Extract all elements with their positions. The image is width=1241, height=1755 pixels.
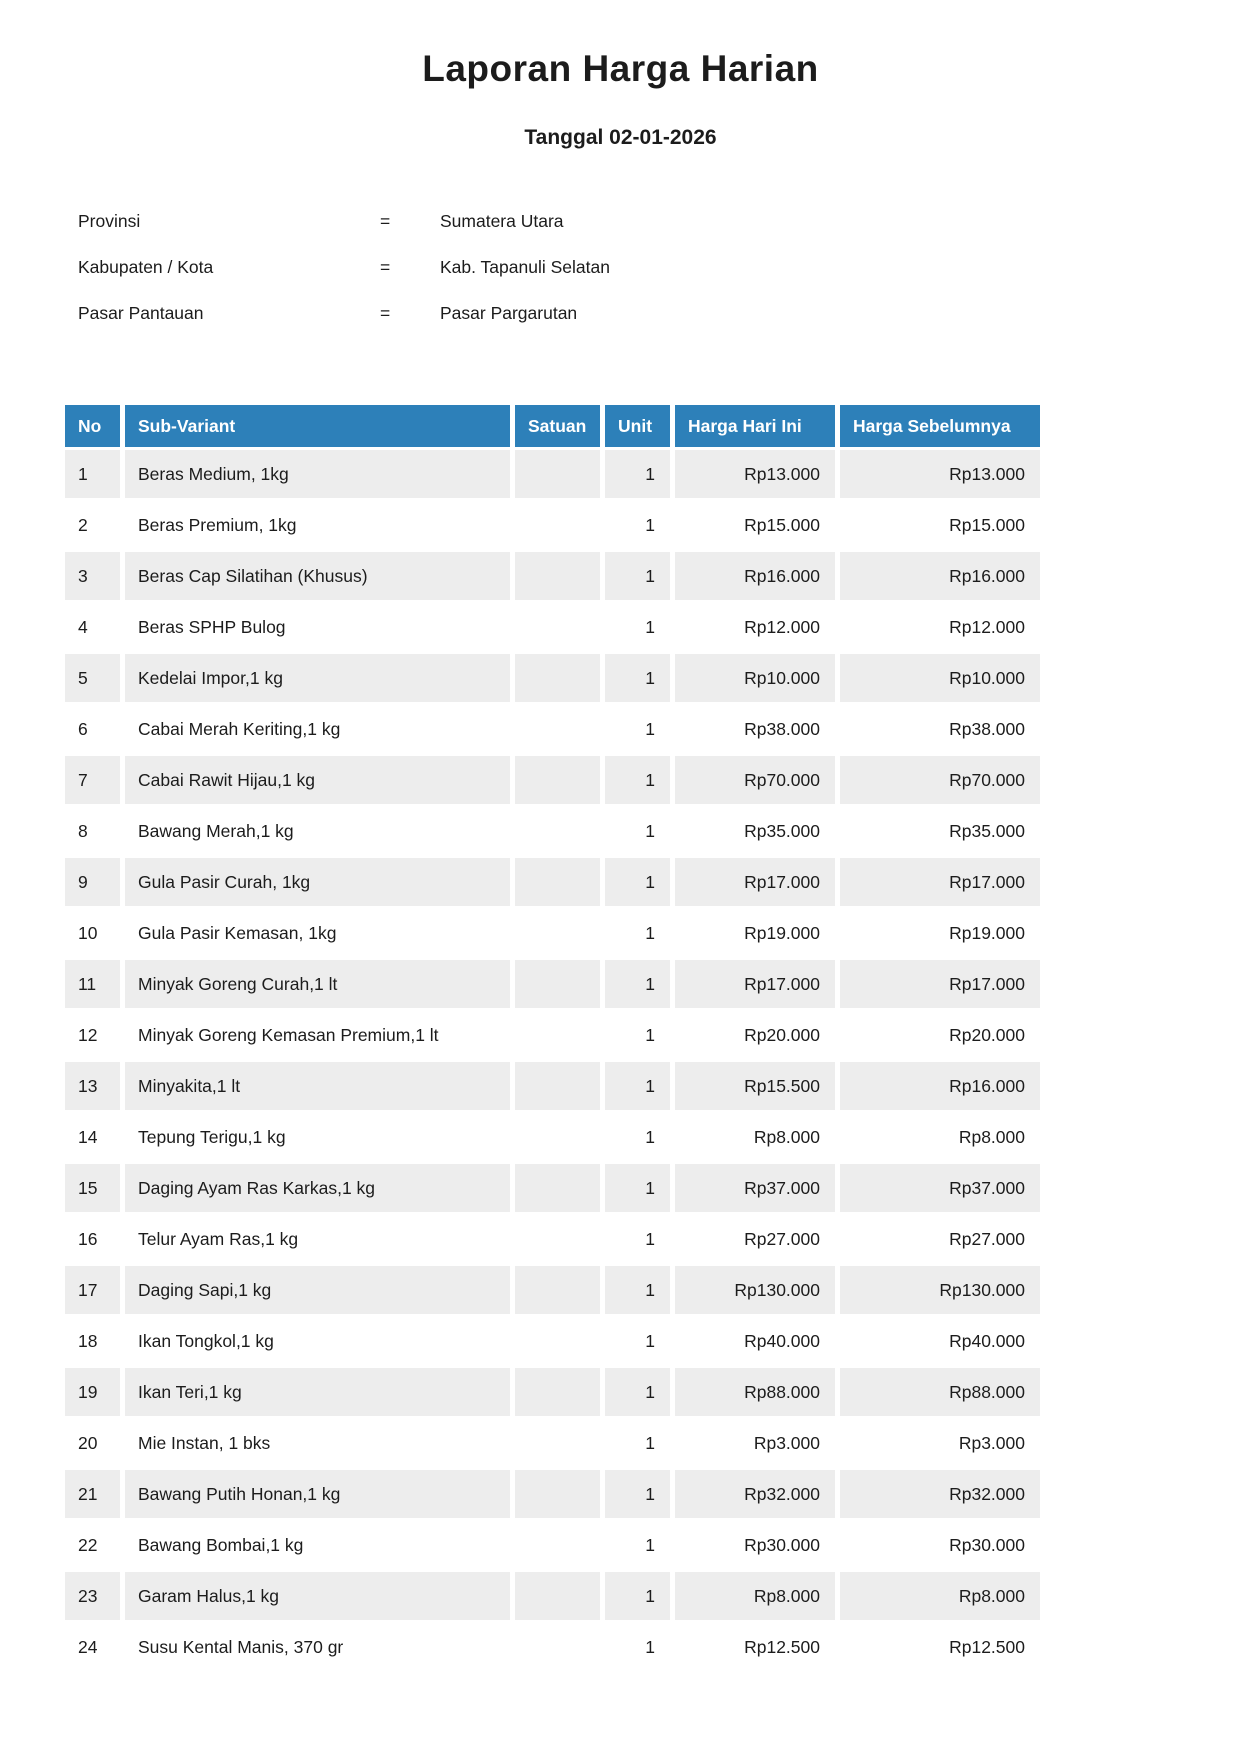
- cell-sub-variant: Cabai Merah Keriting,1 kg: [138, 718, 341, 739]
- cell-sub-variant: Bawang Merah,1 kg: [138, 820, 294, 841]
- cell-harga-sebelumnya: Rp12.500: [949, 1636, 1025, 1657]
- info-value-kabupaten-kota: Kab. Tapanuli Selatan: [440, 256, 610, 277]
- cell-sub-variant: Bawang Putih Honan,1 kg: [125, 1470, 510, 1518]
- cell-unit: 1: [645, 1126, 655, 1147]
- table-row: [65, 654, 1040, 702]
- cell-harga-sebelumnya: Rp20.000: [949, 1024, 1025, 1045]
- equals-sign: =: [380, 210, 391, 231]
- price-table-body: [65, 450, 1040, 1671]
- cell-harga-sebelumnya: Rp130.000: [840, 1266, 1040, 1314]
- cell-no: 18: [78, 1330, 98, 1351]
- cell-no: 3: [65, 552, 120, 600]
- cell-harga-hari-ini: Rp15.000: [744, 514, 820, 535]
- table-row: [65, 909, 1040, 957]
- table-row: [65, 1521, 1040, 1569]
- header-row: [65, 405, 1040, 447]
- cell-satuan: [515, 1572, 600, 1620]
- cell-harga-hari-ini: Rp17.000: [675, 960, 835, 1008]
- cell-harga-sebelumnya: Rp27.000: [949, 1228, 1025, 1249]
- cell-no: 12: [78, 1024, 98, 1045]
- column-header-satuan: Satuan: [515, 405, 600, 447]
- cell-harga-sebelumnya: Rp13.000: [840, 450, 1040, 498]
- price-table-header: [65, 405, 1040, 447]
- table-row: [65, 960, 1040, 1008]
- cell-satuan: [515, 705, 600, 753]
- cell-unit: 1: [605, 1062, 670, 1110]
- table-row: [65, 1164, 1040, 1212]
- cell-sub-variant: Minyak Goreng Kemasan Premium,1 lt: [138, 1024, 439, 1045]
- column-header-harga-hari-ini: Harga Hari Ini: [675, 405, 835, 447]
- column-header-no: No: [65, 405, 120, 447]
- cell-satuan: [515, 1011, 600, 1059]
- cell-satuan: [515, 552, 600, 600]
- cell-harga-hari-ini: Rp12.500: [744, 1636, 820, 1657]
- cell-harga-hari-ini: Rp16.000: [675, 552, 835, 600]
- table-row: [65, 807, 1040, 855]
- info-row-provinsi: [78, 198, 1241, 244]
- table-row: [65, 603, 1040, 651]
- table-row: [65, 1266, 1040, 1314]
- cell-satuan: [515, 1521, 600, 1569]
- cell-satuan: [515, 1419, 600, 1467]
- cell-no: 14: [78, 1126, 98, 1147]
- cell-unit: 1: [605, 450, 670, 498]
- table-row: [65, 1419, 1040, 1467]
- cell-harga-hari-ini: Rp27.000: [744, 1228, 820, 1249]
- cell-satuan: [515, 1368, 600, 1416]
- cell-unit: 1: [645, 1024, 655, 1045]
- cell-harga-hari-ini: Rp20.000: [744, 1024, 820, 1045]
- cell-unit: 1: [605, 1266, 670, 1314]
- cell-harga-sebelumnya: Rp38.000: [949, 718, 1025, 739]
- cell-satuan: [515, 1164, 600, 1212]
- cell-sub-variant: Garam Halus,1 kg: [125, 1572, 510, 1620]
- cell-harga-sebelumnya: Rp35.000: [949, 820, 1025, 841]
- cell-unit: 1: [645, 616, 655, 637]
- cell-harga-sebelumnya: Rp15.000: [949, 514, 1025, 535]
- cell-satuan: [515, 960, 600, 1008]
- cell-no: 16: [78, 1228, 98, 1249]
- table-row: [65, 1470, 1040, 1518]
- info-label-provinsi: Provinsi: [78, 210, 141, 231]
- cell-sub-variant: Minyak Goreng Curah,1 lt: [125, 960, 510, 1008]
- cell-harga-sebelumnya: Rp10.000: [840, 654, 1040, 702]
- info-value-provinsi: Sumatera Utara: [440, 210, 564, 231]
- cell-sub-variant: Telur Ayam Ras,1 kg: [138, 1228, 299, 1249]
- cell-no: 10: [78, 922, 98, 943]
- cell-satuan: [515, 450, 600, 498]
- cell-unit: 1: [605, 1164, 670, 1212]
- table-row: [65, 1317, 1040, 1365]
- cell-no: 23: [65, 1572, 120, 1620]
- equals-sign: =: [380, 256, 391, 277]
- cell-no: 4: [78, 616, 88, 637]
- cell-satuan: [515, 1215, 600, 1263]
- table-row: [65, 501, 1040, 549]
- table-row: [65, 858, 1040, 906]
- cell-unit: 1: [605, 858, 670, 906]
- column-header-sub-variant: Sub-Variant: [125, 405, 510, 447]
- cell-no: 2: [78, 514, 88, 535]
- report-info-block: [78, 198, 1241, 336]
- cell-harga-sebelumnya: Rp8.000: [840, 1572, 1040, 1620]
- cell-no: 17: [65, 1266, 120, 1314]
- cell-sub-variant: Susu Kental Manis, 370 gr: [138, 1636, 344, 1657]
- cell-harga-hari-ini: Rp32.000: [675, 1470, 835, 1518]
- cell-sub-variant: Ikan Teri,1 kg: [125, 1368, 510, 1416]
- cell-satuan: [515, 654, 600, 702]
- cell-harga-sebelumnya: Rp70.000: [840, 756, 1040, 804]
- cell-harga-hari-ini: Rp37.000: [675, 1164, 835, 1212]
- cell-unit: 1: [645, 1228, 655, 1249]
- cell-unit: 1: [605, 1572, 670, 1620]
- cell-unit: 1: [605, 756, 670, 804]
- cell-satuan: [515, 1317, 600, 1365]
- info-row-kabupaten-kota: [78, 244, 1241, 290]
- cell-no: 24: [78, 1636, 98, 1657]
- cell-unit: 1: [645, 718, 655, 739]
- cell-sub-variant: Beras SPHP Bulog: [138, 616, 286, 637]
- cell-unit: 1: [605, 654, 670, 702]
- cell-no: 20: [78, 1432, 98, 1453]
- cell-harga-hari-ini: Rp3.000: [753, 1432, 820, 1453]
- info-value-pasar-pantauan: Pasar Pargarutan: [440, 302, 578, 323]
- cell-satuan: [515, 807, 600, 855]
- cell-harga-hari-ini: Rp35.000: [744, 820, 820, 841]
- cell-unit: 1: [645, 1330, 655, 1351]
- table-row: [65, 1623, 1040, 1671]
- cell-harga-sebelumnya: Rp17.000: [840, 960, 1040, 1008]
- cell-unit: 1: [645, 1432, 655, 1453]
- cell-no: 22: [78, 1534, 98, 1555]
- cell-harga-hari-ini: Rp38.000: [744, 718, 820, 739]
- cell-harga-hari-ini: Rp17.000: [675, 858, 835, 906]
- table-row: [65, 705, 1040, 753]
- cell-unit: 1: [645, 1636, 655, 1657]
- cell-satuan: [515, 756, 600, 804]
- cell-harga-sebelumnya: Rp16.000: [840, 552, 1040, 600]
- cell-harga-hari-ini: Rp15.500: [675, 1062, 835, 1110]
- cell-sub-variant: Cabai Rawit Hijau,1 kg: [125, 756, 510, 804]
- cell-harga-sebelumnya: Rp37.000: [840, 1164, 1040, 1212]
- table-row: [65, 1572, 1040, 1620]
- cell-harga-hari-ini: Rp8.000: [753, 1126, 820, 1147]
- cell-sub-variant: Bawang Bombai,1 kg: [138, 1534, 304, 1555]
- cell-harga-sebelumnya: Rp30.000: [949, 1534, 1025, 1555]
- report-date: Tanggal 02-01-2026: [524, 126, 717, 149]
- cell-unit: 1: [605, 960, 670, 1008]
- table-row: [65, 1368, 1040, 1416]
- cell-harga-hari-ini: Rp10.000: [675, 654, 835, 702]
- cell-harga-sebelumnya: Rp88.000: [840, 1368, 1040, 1416]
- cell-no: 13: [65, 1062, 120, 1110]
- cell-satuan: [515, 603, 600, 651]
- cell-sub-variant: Gula Pasir Kemasan, 1kg: [138, 922, 337, 943]
- cell-sub-variant: Gula Pasir Curah, 1kg: [125, 858, 510, 906]
- cell-harga-sebelumnya: Rp32.000: [840, 1470, 1040, 1518]
- cell-satuan: [515, 1470, 600, 1518]
- cell-no: 1: [65, 450, 120, 498]
- info-row-pasar-pantauan: [78, 290, 1241, 336]
- cell-sub-variant: Daging Sapi,1 kg: [125, 1266, 510, 1314]
- cell-no: 8: [78, 820, 88, 841]
- table-row: [65, 1113, 1040, 1161]
- cell-sub-variant: Kedelai Impor,1 kg: [125, 654, 510, 702]
- cell-harga-sebelumnya: Rp40.000: [949, 1330, 1025, 1351]
- price-table: [60, 402, 1045, 1674]
- cell-satuan: [515, 1113, 600, 1161]
- info-label-kabupaten-kota: Kabupaten / Kota: [78, 256, 214, 277]
- cell-satuan: [515, 1062, 600, 1110]
- equals-sign: =: [380, 302, 391, 323]
- cell-harga-sebelumnya: Rp16.000: [840, 1062, 1040, 1110]
- page-title: Laporan Harga Harian: [422, 48, 819, 89]
- cell-harga-sebelumnya: Rp19.000: [949, 922, 1025, 943]
- column-header-unit: Unit: [605, 405, 670, 447]
- table-row: [65, 1011, 1040, 1059]
- cell-harga-sebelumnya: Rp17.000: [840, 858, 1040, 906]
- cell-no: 6: [78, 718, 88, 739]
- cell-satuan: [515, 501, 600, 549]
- cell-unit: 1: [605, 1470, 670, 1518]
- cell-harga-hari-ini: Rp40.000: [744, 1330, 820, 1351]
- cell-sub-variant: Beras Premium, 1kg: [138, 514, 297, 535]
- cell-harga-hari-ini: Rp19.000: [744, 922, 820, 943]
- cell-no: 7: [65, 756, 120, 804]
- table-row: [65, 1215, 1040, 1263]
- cell-no: 21: [65, 1470, 120, 1518]
- cell-harga-sebelumnya: Rp12.000: [949, 616, 1025, 637]
- table-row: [65, 1062, 1040, 1110]
- cell-harga-sebelumnya: Rp8.000: [958, 1126, 1025, 1147]
- cell-sub-variant: Beras Medium, 1kg: [125, 450, 510, 498]
- cell-harga-sebelumnya: Rp3.000: [958, 1432, 1025, 1453]
- cell-unit: 1: [645, 820, 655, 841]
- cell-no: 11: [65, 960, 120, 1008]
- cell-unit: 1: [645, 922, 655, 943]
- cell-harga-hari-ini: Rp130.000: [675, 1266, 835, 1314]
- cell-sub-variant: Daging Ayam Ras Karkas,1 kg: [125, 1164, 510, 1212]
- cell-satuan: [515, 1623, 600, 1671]
- info-label-pasar-pantauan: Pasar Pantauan: [78, 302, 204, 323]
- cell-harga-hari-ini: Rp8.000: [675, 1572, 835, 1620]
- cell-sub-variant: Tepung Terigu,1 kg: [138, 1126, 286, 1147]
- cell-no: 15: [65, 1164, 120, 1212]
- cell-sub-variant: Minyakita,1 lt: [125, 1062, 510, 1110]
- cell-unit: 1: [605, 1368, 670, 1416]
- column-header-harga-sebelumnya: Harga Sebelumnya: [840, 405, 1040, 447]
- cell-unit: 1: [645, 514, 655, 535]
- cell-harga-hari-ini: Rp30.000: [744, 1534, 820, 1555]
- cell-satuan: [515, 909, 600, 957]
- table-row: [65, 450, 1040, 498]
- cell-unit: 1: [645, 1534, 655, 1555]
- cell-no: 19: [65, 1368, 120, 1416]
- cell-no: 9: [65, 858, 120, 906]
- cell-unit: 1: [605, 552, 670, 600]
- cell-harga-hari-ini: Rp88.000: [675, 1368, 835, 1416]
- cell-sub-variant: Mie Instan, 1 bks: [138, 1432, 271, 1453]
- table-row: [65, 756, 1040, 804]
- cell-harga-hari-ini: Rp70.000: [675, 756, 835, 804]
- cell-sub-variant: Beras Cap Silatihan (Khusus): [125, 552, 510, 600]
- cell-harga-hari-ini: Rp12.000: [744, 616, 820, 637]
- cell-no: 5: [65, 654, 120, 702]
- cell-satuan: [515, 1266, 600, 1314]
- cell-harga-hari-ini: Rp13.000: [675, 450, 835, 498]
- cell-sub-variant: Ikan Tongkol,1 kg: [138, 1330, 274, 1351]
- table-row: [65, 552, 1040, 600]
- cell-satuan: [515, 858, 600, 906]
